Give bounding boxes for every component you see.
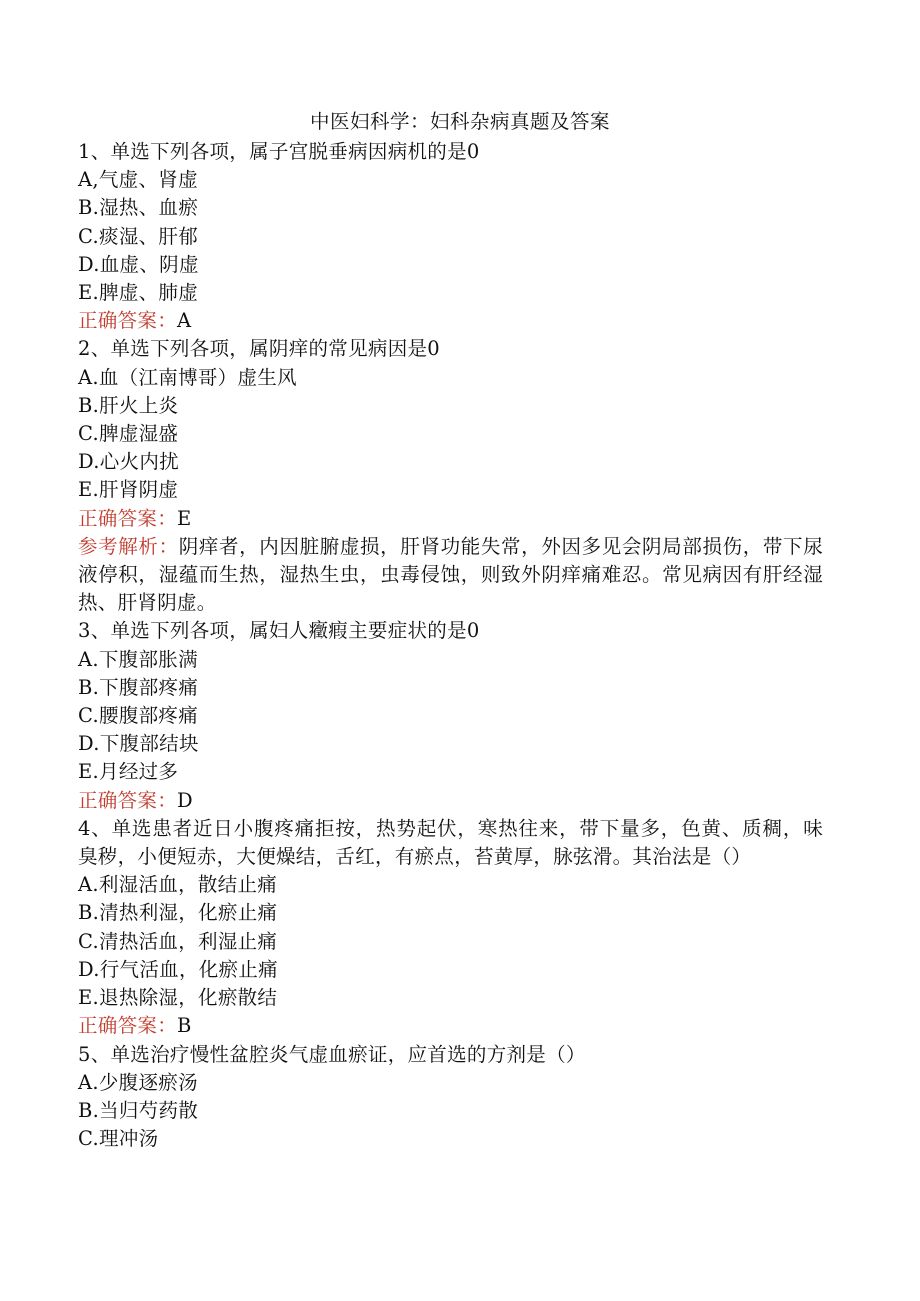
option-b: B.下腹部疼痛: [78, 675, 199, 699]
question-stem: 5、单选治疗慢性盆腔炎气虚血瘀证，应首选的方剂是（）: [78, 1042, 586, 1066]
option-b: B.当归芍药散: [78, 1098, 199, 1122]
option-a: A.血（江南博哥）虚生风: [78, 365, 297, 389]
question-stem: 2、单选下列各项，属阴痒的常见病因是0: [78, 337, 441, 361]
question-list: [78, 138, 823, 1153]
answer-line: [78, 787, 823, 815]
option-d: D.血虚、阴虚: [78, 252, 199, 276]
question-stem: 3、单选下列各项，属妇人癥瘕主要症状的是0: [78, 619, 480, 643]
option-a: A.少腹逐瘀汤: [78, 1070, 198, 1094]
question-5: [78, 1041, 823, 1154]
option-a: A.利湿活血，散结止痛: [78, 873, 278, 897]
answer-line: [78, 505, 823, 533]
option-c: C.清热活血，利湿止痛: [78, 929, 278, 953]
option-c: C.理冲汤: [78, 1127, 159, 1151]
question-1: [78, 138, 823, 335]
question-2: [78, 335, 823, 617]
option-e: E.月经过多: [78, 760, 179, 784]
answer-label: 正确答案：: [78, 309, 178, 333]
answer-value: E: [177, 506, 192, 530]
option-c: C.痰湿、肝郁: [78, 224, 199, 248]
option-b: B.肝火上炎: [78, 393, 179, 417]
option-b: B.湿热、血瘀: [78, 196, 199, 220]
option-a: A,气虚、肾虚: [78, 168, 198, 192]
answer-line: [78, 1012, 823, 1040]
option-e: E.肝肾阴虚: [78, 478, 179, 502]
question-stem: 1、单选下列各项，属子宫脱垂病因病机的是0: [78, 140, 480, 163]
option-e: E.退热除湿，化瘀散结: [78, 986, 278, 1010]
option-d: D.下腹部结块: [78, 732, 199, 756]
option-c: C.脾虚湿盛: [78, 422, 179, 446]
question-3: [78, 617, 823, 814]
option-a: A.下腹部胀满: [78, 647, 198, 671]
option-b: B.清热利湿，化瘀止痛: [78, 901, 278, 925]
option-d: D.行气活血，化瘀止痛: [78, 957, 278, 981]
option-d: D.心火内扰: [78, 450, 179, 474]
analysis-text: 阴痒者，内因脏腑虚损，肝肾功能失常，外因多见会阴局部损伤，带下尿液停积，湿蕴而生热，湿热生虫，虫毒侵蚀，则致外阴痒痛难忍。常见病因有肝经湿热、肝肾阴虚。: [78, 534, 823, 615]
answer-label: 正确答案：: [78, 506, 178, 530]
answer-line: [78, 307, 823, 335]
answer-value: D: [177, 788, 193, 812]
option-c: C.腰腹部疼痛: [78, 704, 199, 728]
answer-label: 正确答案：: [78, 1014, 178, 1038]
document-title: 中医妇科学：妇科杂病真题及答案: [309, 110, 610, 133]
analysis-label: 参考解析：: [78, 534, 179, 558]
question-4: [78, 815, 823, 1041]
question-stem: 4、单选患者近日小腹疼痛拒按，热势起伏，寒热往来，带下量多，色黄、质稠，味臭秽，小便短赤，大便燥结，舌红，有瘀点，苔黄厚，脉弦滑。其治法是（）: [78, 816, 823, 869]
answer-value: A: [177, 309, 192, 333]
answer-label: 正确答案：: [78, 788, 178, 812]
option-e: E.脾虚、肺虚: [78, 281, 199, 305]
analysis-paragraph: [78, 533, 823, 618]
answer-value: B: [177, 1014, 192, 1038]
